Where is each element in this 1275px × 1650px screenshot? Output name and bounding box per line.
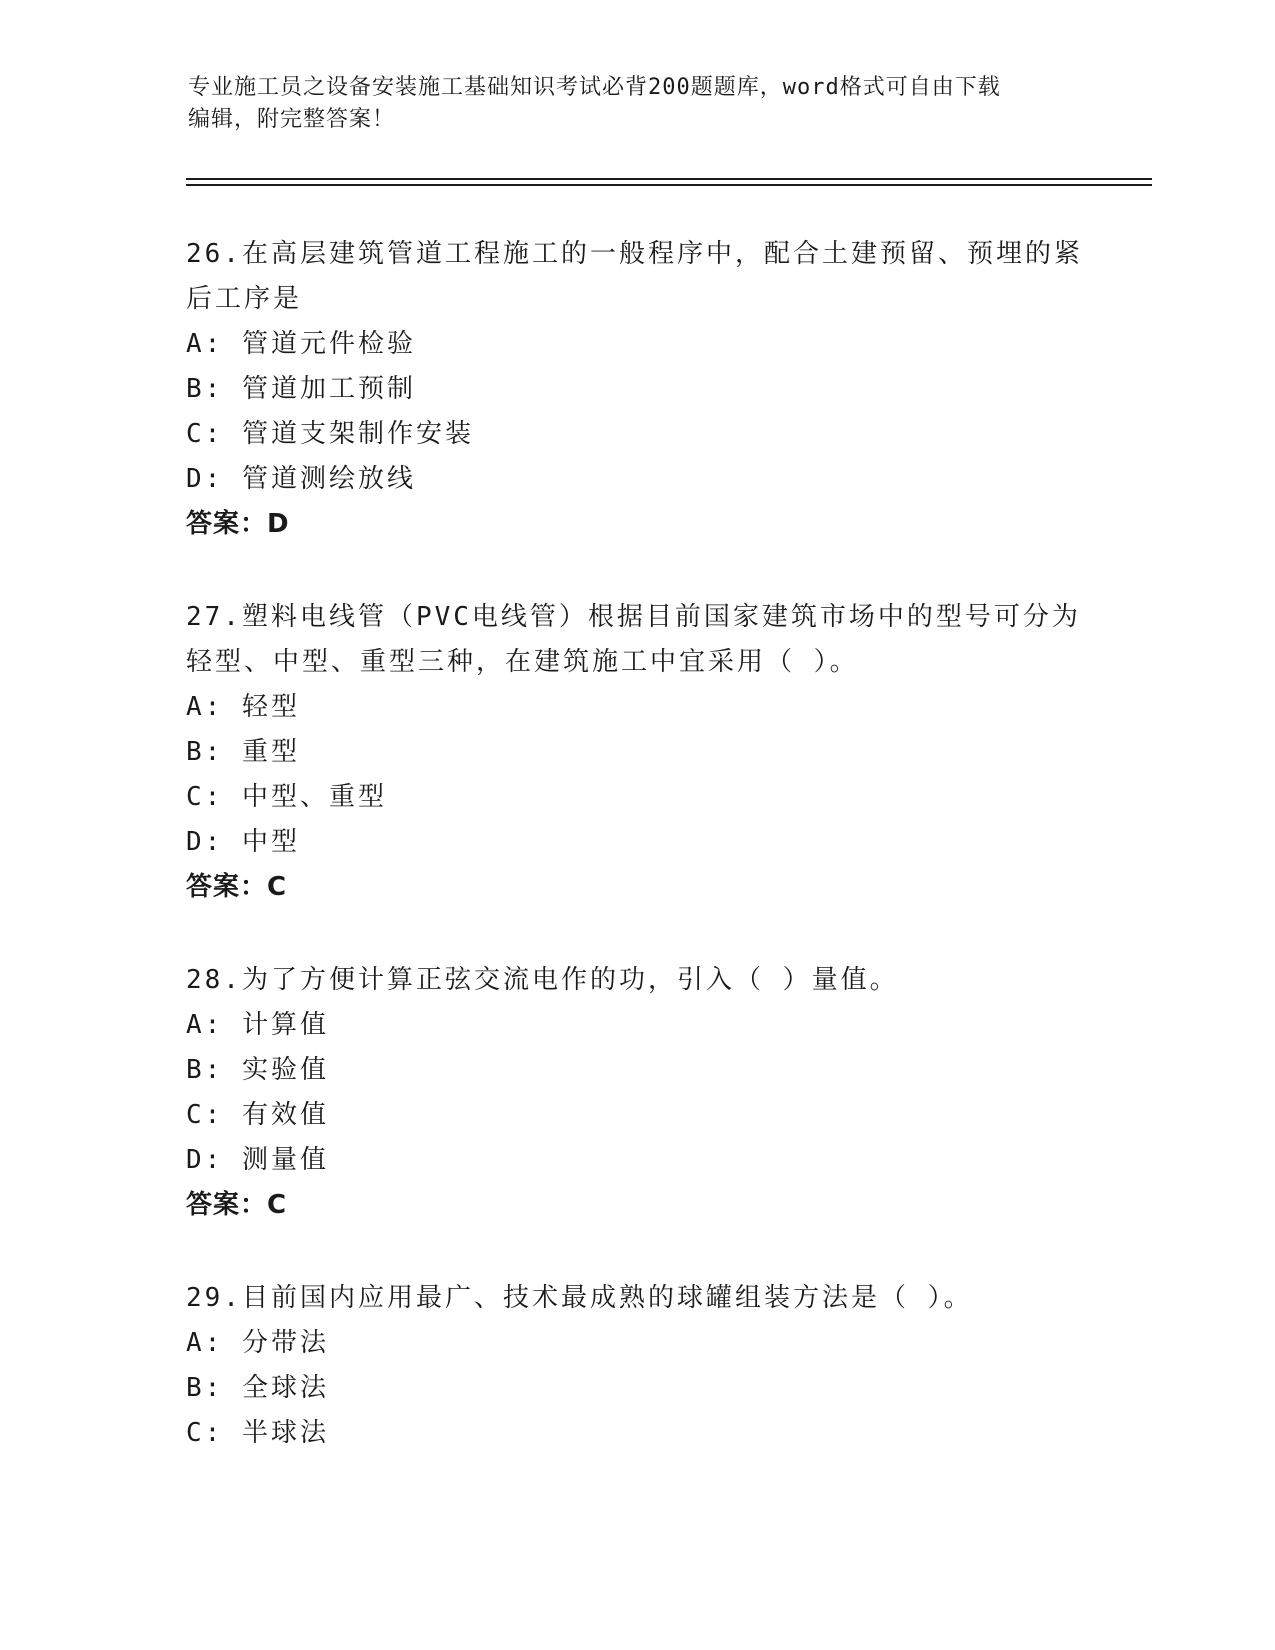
- header-divider-bottom: [186, 184, 1152, 186]
- option-c: C: 管道支架制作安装: [186, 419, 474, 449]
- question-stem: [186, 595, 1086, 685]
- question-number: 27.: [186, 602, 242, 632]
- question-stem: [186, 232, 1086, 322]
- question-27: [186, 595, 1086, 910]
- question-28: [186, 958, 1086, 1228]
- option-b: B: 管道加工预制: [186, 374, 416, 404]
- question-number: 28.: [186, 965, 242, 995]
- option-a: A: 管道元件检验: [186, 329, 416, 359]
- option-a: A: 分带法: [186, 1328, 329, 1358]
- question-text: 目前国内应用最广、技术最成熟的球罐组装方法是（ ）。: [241, 1283, 973, 1313]
- question-number: 26.: [186, 239, 242, 269]
- option-d: D: 管道测绘放线: [186, 464, 416, 494]
- header-divider-top: [186, 178, 1152, 180]
- question-number: 29.: [186, 1283, 242, 1313]
- option-c: C: 中型、重型: [186, 782, 387, 812]
- answer-text: 答案：C: [186, 1190, 288, 1220]
- option-a: A: 计算值: [186, 1010, 329, 1040]
- question-text: 塑料电线管（PVC电线管）根据目前国家建筑市场中的型号可分为轻型、中型、重型三种，在建筑施工中宜采用（ ）。: [186, 602, 1081, 677]
- header-line-2: 编辑，附完整答案！: [188, 107, 396, 132]
- option-d: D: 中型: [186, 827, 300, 857]
- question-stem: [186, 1276, 1086, 1321]
- option-b: B: 重型: [186, 737, 300, 767]
- option-c: C: 有效值: [186, 1100, 329, 1130]
- option-b: B: 全球法: [186, 1373, 329, 1403]
- option-c: C: 半球法: [186, 1418, 329, 1448]
- question-text: 在高层建筑管道工程施工的一般程序中，配合土建预留、预埋的紧后工序是: [186, 239, 1083, 314]
- question-29: [186, 1276, 1086, 1456]
- question-text: 为了方便计算正弦交流电作的功，引入（ ）量值。: [241, 965, 899, 995]
- option-b: B: 实验值: [186, 1055, 329, 1085]
- answer-text: 答案：D: [186, 509, 290, 539]
- question-26: [186, 232, 1086, 547]
- option-a: A: 轻型: [186, 692, 300, 722]
- document-header: [188, 72, 1088, 136]
- header-line-1: 专业施工员之设备安装施工基础知识考试必背200题题库，word格式可自由下载: [188, 75, 1001, 100]
- option-d: D: 测量值: [186, 1145, 329, 1175]
- answer-text: 答案：C: [186, 872, 288, 902]
- question-list: [186, 232, 1086, 1456]
- question-stem: [186, 958, 1086, 1003]
